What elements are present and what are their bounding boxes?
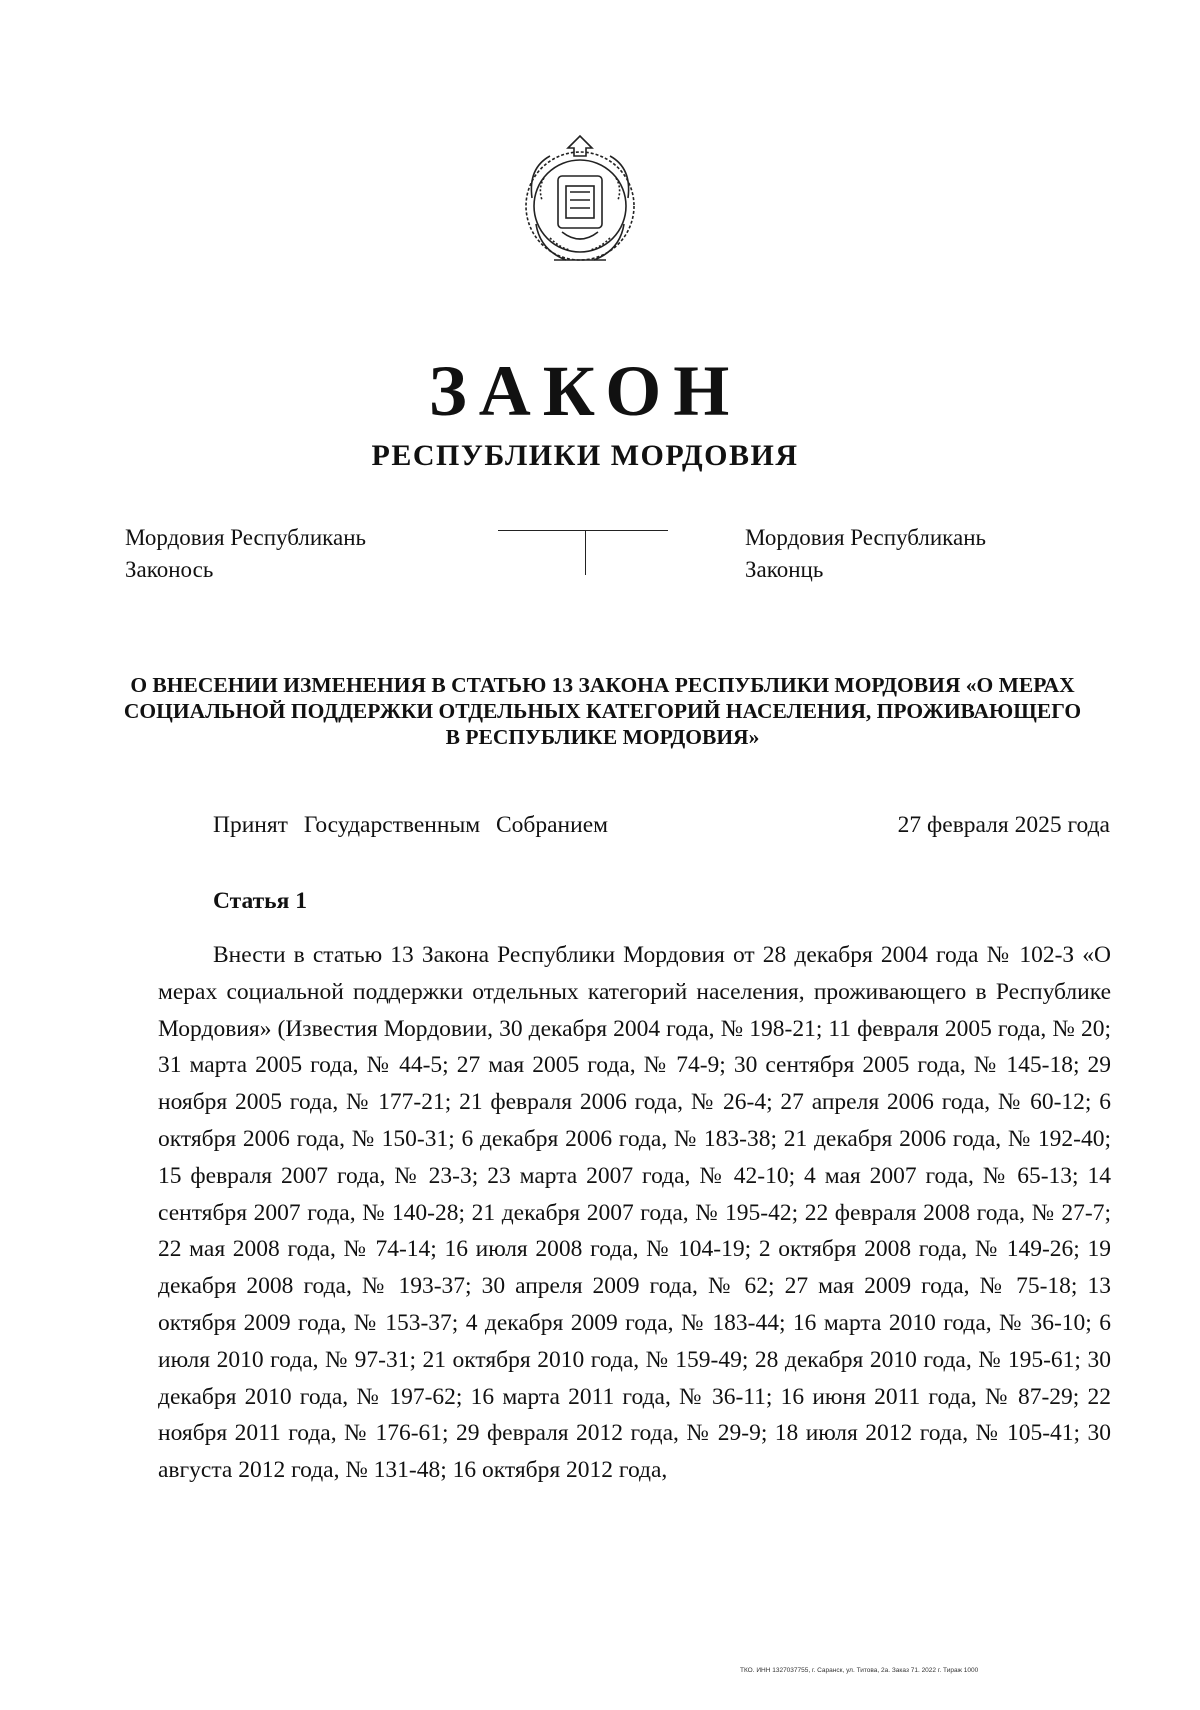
registration-line-vertical [585,530,586,575]
law-heading: О ВНЕСЕНИИ ИЗМЕНЕНИЯ В СТАТЬЮ 13 ЗАКОНА РЕСПУБЛИКИ МОРДОВИЯ «О МЕРАХ СОЦИАЛЬНОЙ ПОДДЕРЖКИ ОТДЕЛЬНЫХ КАТЕГОРИЙ НАСЕЛЕНИЯ, ПРОЖИВАЮЩЕГО В РЕСПУБЛИКЕ МОРДОВИЯ» [123,673,1082,749]
law-title: ЗАКОН [428,351,742,431]
printer-imprint: ТКО. ИНН 1327037755, г. Саранск, ул. Титова, 2а. Заказ 71. 2022 г. Тираж 1000 [740,1667,979,1674]
article-title: Статья 1 [213,888,307,914]
header-left-block [125,522,366,586]
header-right-line1: Мордовия Республикань [745,525,987,550]
header-left-line1: Мордовия Республикань [125,525,367,550]
law-subtitle: РЕСПУБЛИКИ МОРДОВИЯ [371,439,799,472]
coat-of-arms-emblem [510,128,650,276]
article-body: Внести в статью 13 Закона Республики Мордовия от 28 декабря 2004 года № 102-З «О мерах социальной поддержки отдельных категорий населения, проживающего в Республике Мордовия» (Известия Мордовии, 30 декабря 2004 года, № 198-21; 11 февраля 2005 года, № 20; 31 марта 2005 года, № 44-5; 27 мая 2005 года, № 74-9; 30 сентября 2005 года, № 145-18; 29 ноября 2005 года, № 177-21; 21 февраля 2006 года, № 26-4; 27 апреля 2006 года, № 60-12; 6 октября 2006 года, № 150-31; 6 декабря 2006 года, № 183-38; 21 декабря 2006 года, № 192-40; 15 февраля 2007 года, № 23-3; 23 марта 2007 года, № 42-10; 4 мая 2007 года, № 65-13; 14 сентября 2007 года, № 140-28; 21 декабря 2007 года, № 195-42; 22 февраля 2008 года, № 27-7; 22 мая 2008 года, № 74-14; 16 июля 2008 года, № 104-19; 2 октября 2008 года, № 149-26; 19 декабря 2008 года, № 193-37; 30 апреля 2009 года, № 62; 27 мая 2009 года, № 75-18; 13 октября 2009 года, № 153-37; 4 декабря 2009 года, № 183-44; 16 марта 2010 года, № 36-10; 6 июля 2010 года, № 97-31; 21 октября 2010 года, № 159-49; 28 декабря 2010 года, № 195-61; 30 декабря 2010 года, № 197-62; 16 марта 2011 года, № 36-11; 16 июня 2011 года, № 87-29; 22 ноября 2011 года, № 176-61; 29 февраля 2012 года, № 29-9; 18 июля 2012 года, № 105-41; 30 августа 2012 года, № 131-48; 16 октября 2012 года, [158,942,1111,1484]
adoption-date: 27 февраля 2025 года [897,812,1110,838]
header-left-line2: Законось [125,557,214,582]
registration-line-horizontal [498,530,668,531]
header-right-line2: Законць [745,557,824,582]
adoption-label: Принят Государственным Собранием [213,812,609,838]
header-right-block [745,522,986,586]
